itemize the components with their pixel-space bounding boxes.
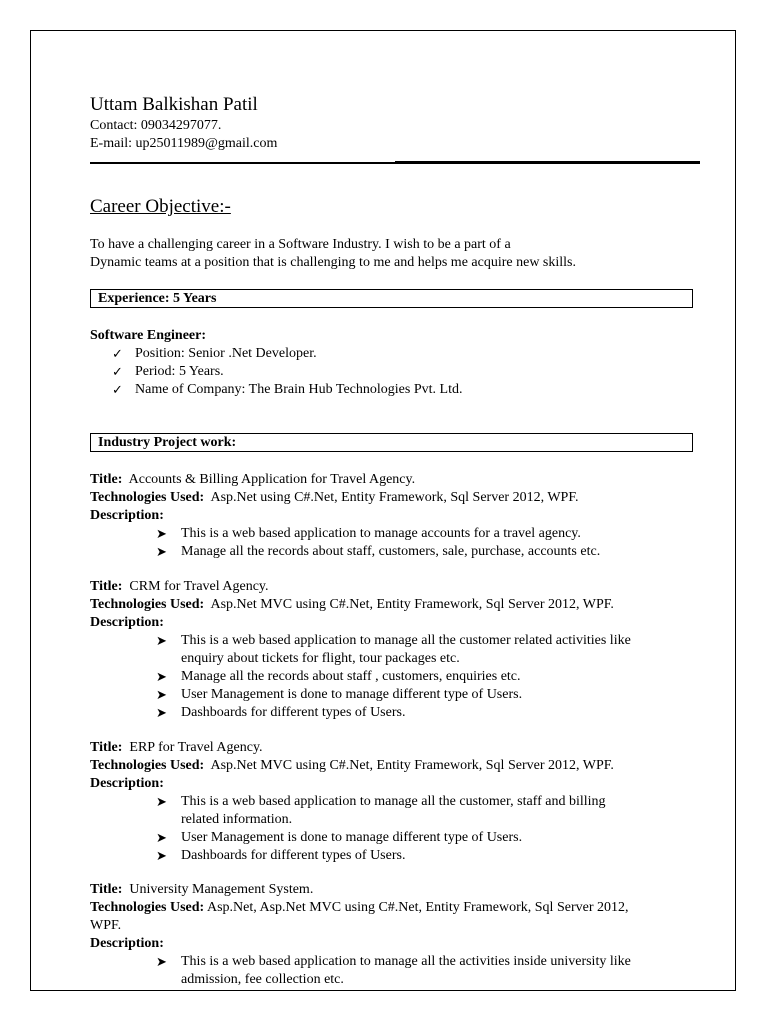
checkmark-icon: ✓ (112, 382, 123, 397)
project-tech: Asp.Net MVC using C#.Net, Entity Framework, Sql Server 2012, WPF. (210, 758, 614, 773)
arrowhead-bullet-icon: ➤ (156, 848, 167, 863)
arrowhead-bullet-icon: ➤ (156, 954, 167, 969)
project-tech-line (90, 758, 614, 774)
project-tech-continued: WPF. (90, 918, 122, 933)
project-tech-line (90, 597, 614, 613)
tech-label: Technologies Used: (90, 900, 205, 915)
project-title-line (90, 579, 269, 595)
description-item-continued: admission, fee collection etc. (181, 972, 344, 987)
tech-label: Technologies Used: (90, 758, 205, 773)
arrowhead-bullet-icon: ➤ (156, 544, 167, 559)
arrowhead-bullet-icon: ➤ (156, 705, 167, 720)
description-item: This is a web based application to manage all the customer related activities like (181, 633, 631, 648)
description-label: Description: (90, 936, 164, 951)
description-item: Dashboards for different types of Users. (181, 848, 406, 863)
description-label: Description: (90, 615, 164, 630)
description-label: Description: (90, 776, 164, 791)
project-tech: Asp.Net using C#.Net, Entity Framework, Sql Server 2012, WPF. (210, 490, 579, 505)
experience-role: Software Engineer: (90, 328, 206, 343)
description-item: Manage all the records about staff , customers, enquiries etc. (181, 669, 521, 684)
project-title-line (90, 472, 415, 488)
description-item: This is a web based application to manage all the customer, staff and billing (181, 794, 606, 809)
project-tech-line (90, 900, 628, 916)
title-label: Title: (90, 740, 123, 755)
description-item: Manage all the records about staff, customers, sale, purchase, accounts etc. (181, 544, 601, 559)
candidate-name: Uttam Balkishan Patil (90, 94, 258, 115)
title-label: Title: (90, 882, 123, 897)
objective-line-2: Dynamic teams at a position that is challenging to me and helps me acquire new skills. (90, 255, 576, 270)
project-title-line (90, 882, 313, 898)
title-label: Title: (90, 472, 123, 487)
arrowhead-bullet-icon: ➤ (156, 669, 167, 684)
career-objective-heading: Career Objective:- (90, 196, 231, 217)
tech-label: Technologies Used: (90, 490, 205, 505)
description-item: This is a web based application to manage accounts for a travel agency. (181, 526, 581, 541)
header-divider (90, 162, 700, 164)
arrowhead-bullet-icon: ➤ (156, 526, 167, 541)
project-title: ERP for Travel Agency. (129, 740, 263, 755)
experience-item: Name of Company: The Brain Hub Technologies Pvt. Ltd. (135, 382, 463, 397)
description-item-continued: enquiry about tickets for flight, tour packages etc. (181, 651, 460, 666)
objective-line-1: To have a challenging career in a Software Industry. I wish to be a part of a (90, 237, 511, 252)
experience-item: Position: Senior .Net Developer. (135, 346, 317, 361)
project-tech: Asp.Net, Asp.Net MVC using C#.Net, Entity Framework, Sql Server 2012, (206, 900, 629, 915)
description-label: Description: (90, 508, 164, 523)
project-title-line (90, 740, 263, 756)
description-item: User Management is done to manage different type of Users. (181, 687, 523, 702)
project-tech-line (90, 490, 579, 506)
industry-project-box: Industry Project work: (90, 433, 693, 452)
arrowhead-bullet-icon: ➤ (156, 794, 167, 809)
description-item: This is a web based application to manage all the activities inside university like (181, 954, 631, 969)
experience-box: Experience: 5 Years (90, 289, 693, 308)
checkmark-icon: ✓ (112, 346, 123, 361)
project-title: Accounts & Billing Application for Travel Agency. (128, 472, 416, 487)
experience-item: Period: 5 Years. (135, 364, 224, 379)
project-title: University Management System. (129, 882, 314, 897)
project-tech: Asp.Net MVC using C#.Net, Entity Framework, Sql Server 2012, WPF. (210, 597, 614, 612)
title-label: Title: (90, 579, 123, 594)
project-title: CRM for Travel Agency. (129, 579, 269, 594)
description-item-continued: related information. (181, 812, 293, 827)
arrowhead-bullet-icon: ➤ (156, 687, 167, 702)
tech-label: Technologies Used: (90, 597, 205, 612)
arrowhead-bullet-icon: ➤ (156, 633, 167, 648)
contact-line: Contact: 09034297077. (90, 118, 222, 133)
checkmark-icon: ✓ (112, 364, 123, 379)
description-item: User Management is done to manage different type of Users. (181, 830, 523, 845)
arrowhead-bullet-icon: ➤ (156, 830, 167, 845)
email-line: E-mail: up25011989@gmail.com (90, 136, 278, 151)
description-item: Dashboards for different types of Users. (181, 705, 406, 720)
